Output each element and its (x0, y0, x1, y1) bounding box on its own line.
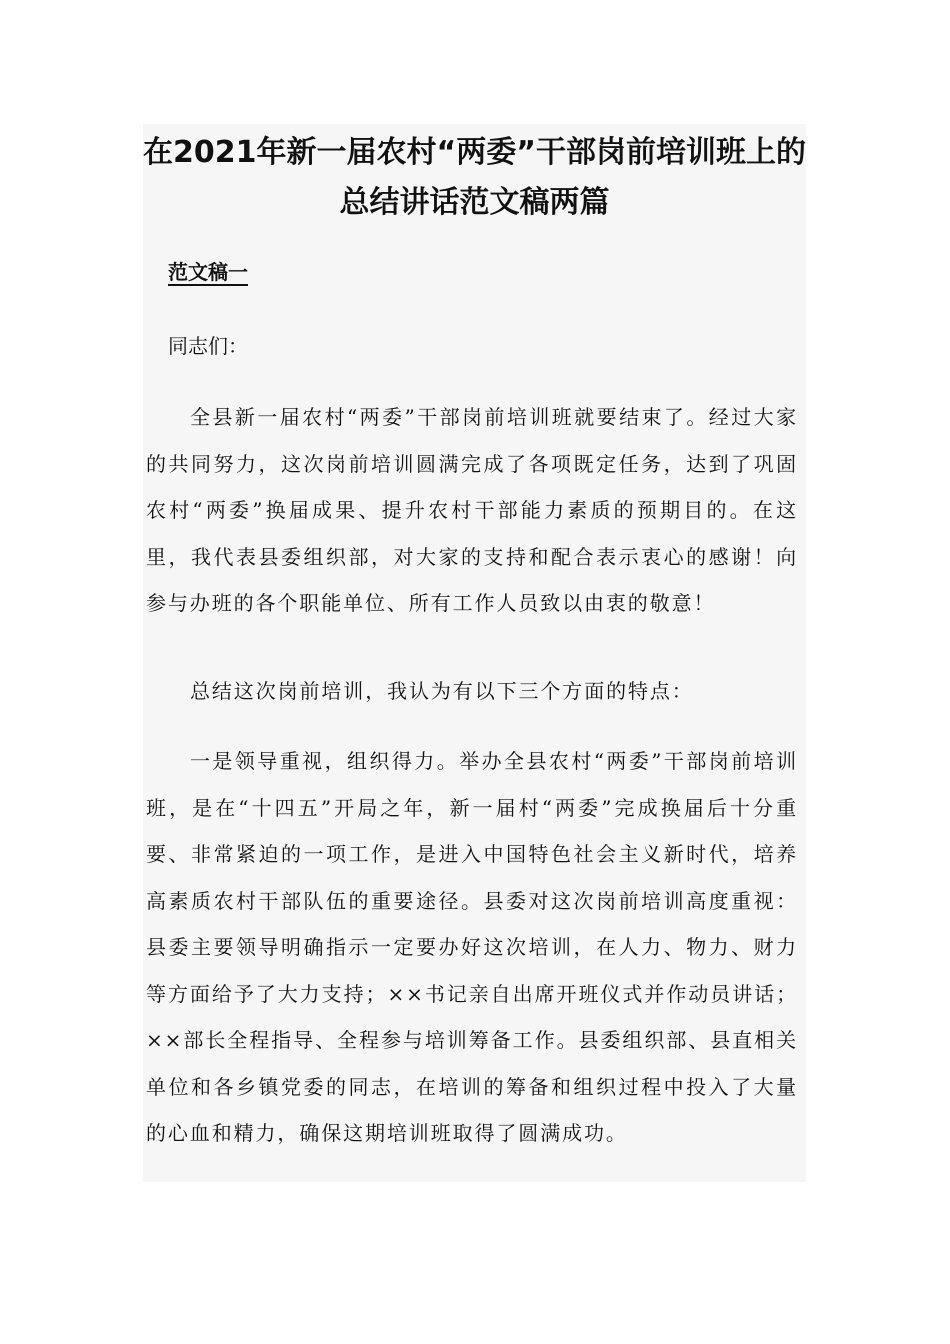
body-paragraph-2: 总结这次岗前培训，我认为有以下三个方面的特点： (190, 679, 694, 703)
body-paragraph-3: 一是领导重视，组织得力。举办全县农村“两委”干部岗前培训班，是在“十四五”开局之年，新一届村“两委”完成换届后十分重要、非常紧迫的一项工作，是进入中国特色社会主义新时代，培养高素质农村干部队伍的重要途径。县委对这次岗前培训高度重视：县委主要领导明确指示一定要办好这次培训，在人力、物力、财力等方面给予了大力支持；××书记亲自出席开班仪式并作动员讲话；××部长全程指导、全程参与培训筹备工作。县委组织部、县直相关单位和各乡镇党委的同志，在培训的筹备和组织过程中投入了大量的心血和精力，确保这期培训班取得了圆满成功。 (146, 749, 798, 1145)
salutation: 同志们： (168, 334, 248, 358)
body-paragraph-1: 全县新一届农村“两委”干部岗前培训班就要结束了。经过大家的共同努力，这次岗前培训圆满完成了各项既定任务，达到了巩固农村“两委”换届成果、提升农村干部能力素质的预期目的。在这里，我代表县委组织部，对大家的支持和配合表示衷心的感谢！向参与办班的各个职能单位、所有工作人员致以由衷的敬意！ (146, 405, 798, 615)
document-title-line-1: 在2021年新一届农村“两委”干部岗前培训班上的 (143, 135, 806, 170)
document-title-line-2: 总结讲话范文稿两篇 (339, 185, 610, 220)
section-heading: 范文稿一 (168, 260, 248, 284)
document-title (143, 128, 806, 228)
